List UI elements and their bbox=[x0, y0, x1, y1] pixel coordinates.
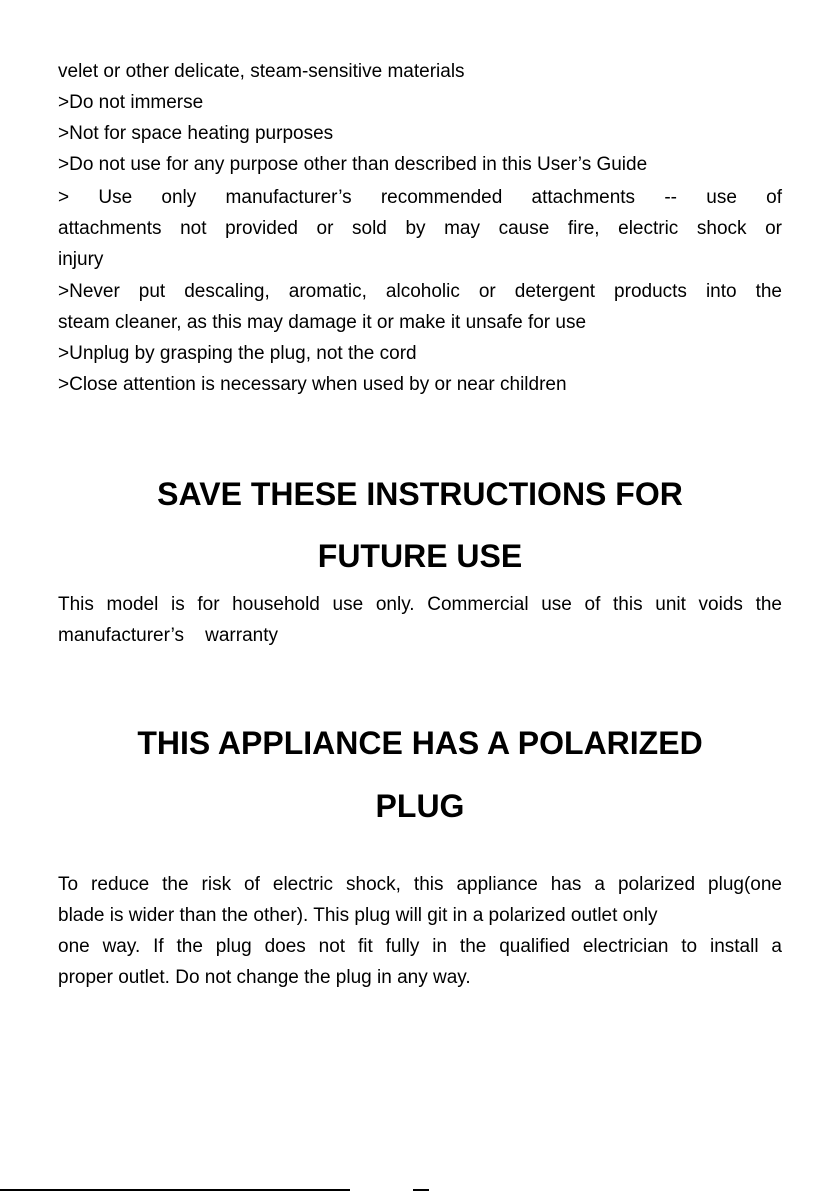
save-instructions-heading-line-2: FUTURE USE bbox=[317, 538, 523, 574]
warning-line-3: >Not for space heating purposes bbox=[58, 123, 334, 144]
footer-page-mark bbox=[413, 1189, 429, 1191]
polarized-heading-line-2: PLUG bbox=[375, 788, 465, 824]
warning-line-8: >Never put descaling, aromatic, alcoholic or detergent products into the bbox=[58, 281, 782, 302]
warning-line-6: attachments not provided or sold by may cause fire, electric shock or bbox=[58, 218, 782, 239]
warning-line-4: >Do not use for any purpose other than described in this User’s Guide bbox=[58, 154, 648, 175]
warning-line-9: steam cleaner, as this may damage it or make it unsafe for use bbox=[58, 312, 587, 333]
polarized-heading-line-1: THIS APPLIANCE HAS A POLARIZED bbox=[137, 725, 703, 761]
polarized-line-3: one way. If the plug does not fit fully in the qualified electrician to install a bbox=[58, 936, 782, 957]
warning-line-2: >Do not immerse bbox=[58, 92, 204, 113]
footer-rule bbox=[0, 1189, 350, 1191]
warning-line-7: injury bbox=[58, 249, 104, 270]
warning-line-10: >Unplug by grasping the plug, not the cord bbox=[58, 343, 417, 364]
polarized-line-4: proper outlet. Do not change the plug in any way. bbox=[58, 967, 471, 988]
warning-line-5: > Use only manufacturer’s recommended attachments -- use of bbox=[58, 187, 782, 208]
household-line-1: This model is for household use only. Commercial use of this unit voids the bbox=[58, 594, 782, 615]
household-line-2: manufacturer’s warranty bbox=[58, 625, 278, 646]
warning-line-11: >Close attention is necessary when used by or near children bbox=[58, 374, 567, 395]
warning-line-1: velet or other delicate, steam-sensitive materials bbox=[58, 61, 465, 82]
polarized-line-2: blade is wider than the other). This plug will git in a polarized outlet only bbox=[58, 905, 658, 926]
polarized-line-1: To reduce the risk of electric shock, this appliance has a polarized plug(one bbox=[58, 874, 782, 895]
save-instructions-heading-line-1: SAVE THESE INSTRUCTIONS FOR bbox=[157, 476, 683, 512]
